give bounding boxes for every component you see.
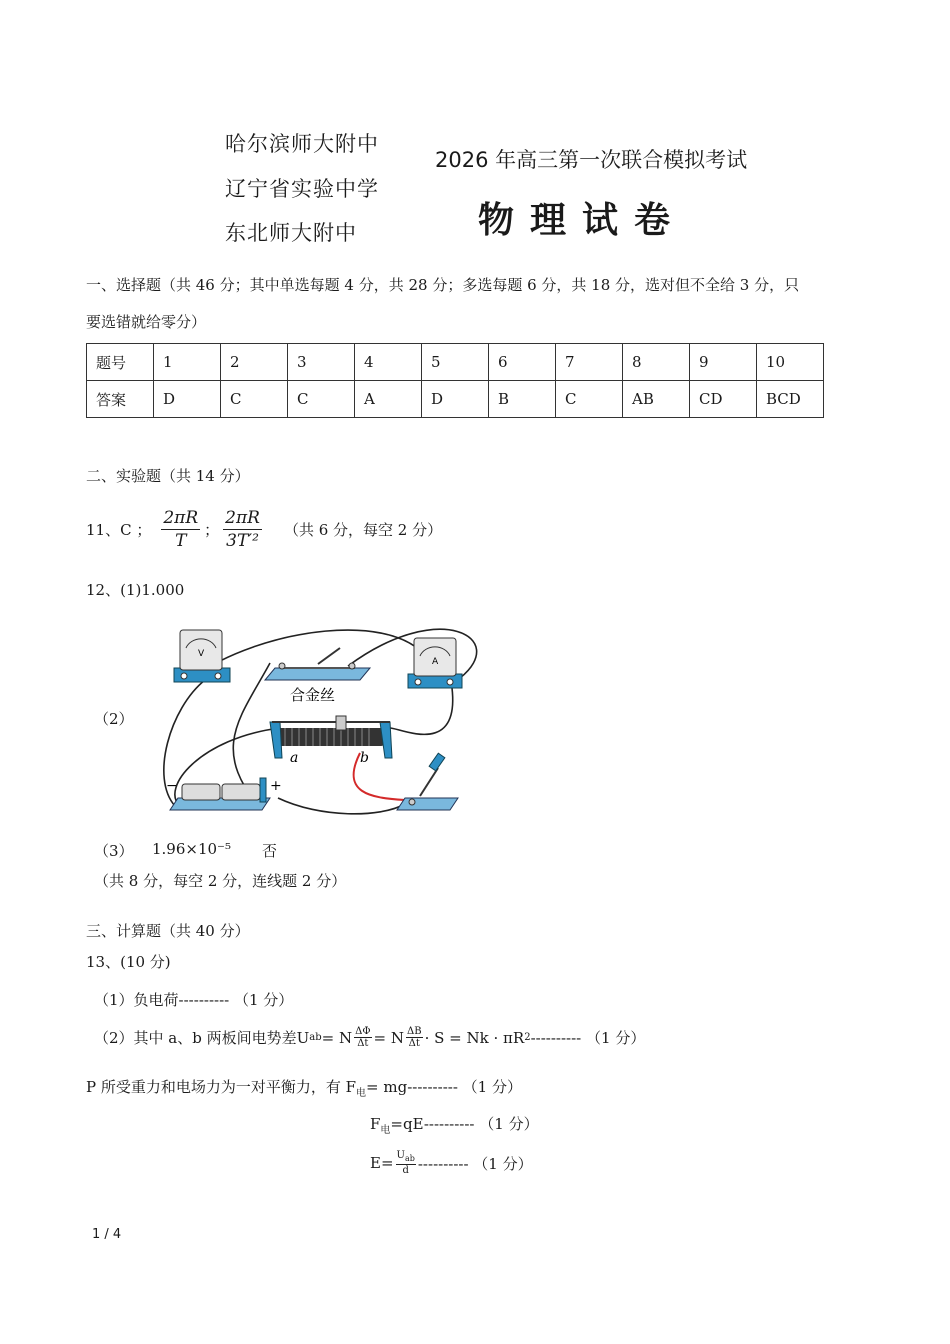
subscript: ab <box>404 1154 415 1163</box>
text-segment: P 所受重力和电场力为一对平衡力，有 F <box>86 1078 357 1096</box>
ammeter-label: A <box>432 657 439 667</box>
q13-line1: （1）负电荷---------- （1 分） <box>94 991 294 1009</box>
fraction-numerator <box>396 1150 416 1165</box>
fraction-denominator: Δt <box>357 1038 369 1049</box>
text-segment: E= <box>370 1154 394 1172</box>
battery-plus-label: + <box>270 778 282 794</box>
fraction-db-dt <box>406 1026 423 1049</box>
row-header-numbers: 题号 <box>87 344 154 381</box>
superscript: 2 <box>524 1032 531 1043</box>
fraction-uab-d <box>396 1150 416 1176</box>
q11-score: （共 6 分，每空 2 分） <box>283 521 443 539</box>
q12-part3-value: 1.96×10⁻⁵ <box>152 840 231 858</box>
circuit-diagram <box>140 618 490 828</box>
text-segment: F <box>370 1115 381 1133</box>
table-row-numbers <box>87 344 824 381</box>
q11-fraction-1 <box>161 508 200 551</box>
text-segment: =qE---------- （1 分） <box>390 1115 539 1133</box>
table-cell: CD <box>690 381 757 418</box>
table-cell: 8 <box>623 344 690 381</box>
subscript: 电 <box>356 1088 367 1099</box>
q13-title: 13、(10 分) <box>86 953 171 971</box>
text-segment: ---------- （1 分） <box>530 1029 646 1047</box>
exam-title: 2026 年高三第一次联合模拟考试 <box>435 148 748 172</box>
q13-line2 <box>94 1026 645 1049</box>
fraction-dphi-dt <box>354 1026 371 1049</box>
subject-title: 物理试卷 <box>478 200 687 241</box>
fraction-denominator: 3T′² <box>226 531 259 551</box>
q13-line3 <box>86 1076 522 1099</box>
q12-score: （共 8 分，每空 2 分，连线题 2 分） <box>94 872 347 890</box>
q11-answer <box>86 508 442 551</box>
school-name-1: 哈尔滨师大附中 <box>225 132 379 156</box>
table-cell: D <box>422 381 489 418</box>
alloy-wire-label: 合金丝 <box>290 686 336 704</box>
q12-part2-label: （2） <box>94 710 134 728</box>
text-segment: = N <box>321 1028 353 1047</box>
q12-part3-answer: 否 <box>262 842 278 860</box>
terminal-a-label: a <box>290 750 299 766</box>
table-cell: AB <box>623 381 690 418</box>
alloy-wire-board-icon <box>265 648 370 680</box>
fraction-numerator: ΔB <box>407 1026 422 1037</box>
text-segment: = N <box>373 1028 405 1047</box>
text-segment: （2）其中 a、b 两板间电势差U <box>94 1029 310 1047</box>
table-cell: D <box>154 381 221 418</box>
section1-title-cont: 要选错就给零分） <box>86 313 207 331</box>
table-cell: 2 <box>221 344 288 381</box>
table-cell: 7 <box>556 344 623 381</box>
table-cell: C <box>288 381 355 418</box>
answer-table <box>86 343 824 418</box>
terminal-b-label: b <box>360 750 369 766</box>
table-cell: 6 <box>489 344 556 381</box>
text-segment: ---------- （1 分） <box>417 1154 533 1173</box>
section1-title: 一、选择题（共 46 分；其中单选每题 4 分，共 28 分；多选每题 6 分，共 18 分，选对但不全给 3 分，只 <box>86 276 800 294</box>
text-segment: · S = Nk · πR <box>424 1028 525 1047</box>
rheostat-icon <box>270 716 392 758</box>
school-name-3: 东北师大附中 <box>225 221 357 245</box>
q12-part1: 12、(1)1.000 <box>86 581 185 599</box>
school-name-2: 辽宁省实验中学 <box>225 177 379 201</box>
text-segment: U <box>396 1150 405 1161</box>
battery-minus-label: − <box>166 778 178 794</box>
battery-icon <box>170 778 270 810</box>
q13-line5 <box>370 1150 533 1176</box>
page-number: 1 / 4 <box>92 1227 122 1242</box>
table-cell: C <box>556 381 623 418</box>
fraction-denominator: T <box>175 531 187 551</box>
subscript: ab <box>309 1032 322 1043</box>
table-cell: 10 <box>757 344 824 381</box>
table-cell: C <box>221 381 288 418</box>
subscript: 电 <box>380 1125 391 1136</box>
table-cell: 1 <box>154 344 221 381</box>
table-cell: 5 <box>422 344 489 381</box>
text-segment: = mg---------- （1 分） <box>366 1078 522 1096</box>
section2-title: 二、实验题（共 14 分） <box>86 467 250 485</box>
table-cell: 3 <box>288 344 355 381</box>
q13-line4 <box>370 1113 539 1136</box>
wire <box>390 688 453 734</box>
fraction-denominator: Δt <box>408 1038 420 1049</box>
table-row-answers <box>87 381 824 418</box>
table-cell: 9 <box>690 344 757 381</box>
fraction-numerator: 2πR <box>163 508 199 528</box>
q12-part3-label: （3） <box>94 842 134 860</box>
fraction-numerator: ΔΦ <box>355 1026 371 1037</box>
switch-icon <box>397 753 458 810</box>
row-header-answers: 答案 <box>87 381 154 418</box>
q11-fraction-2 <box>223 508 262 551</box>
wire <box>278 798 405 814</box>
table-cell: B <box>489 381 556 418</box>
table-cell: BCD <box>757 381 824 418</box>
section3-title: 三、计算题（共 40 分） <box>86 922 250 940</box>
table-cell: 4 <box>355 344 422 381</box>
q11-separator: ； <box>204 521 220 539</box>
fraction-numerator: 2πR <box>225 508 260 528</box>
q11-label: 11、C ； <box>86 521 152 539</box>
fraction-denominator: d <box>402 1165 409 1176</box>
table-cell: A <box>355 381 422 418</box>
voltmeter-label: V <box>198 649 205 659</box>
